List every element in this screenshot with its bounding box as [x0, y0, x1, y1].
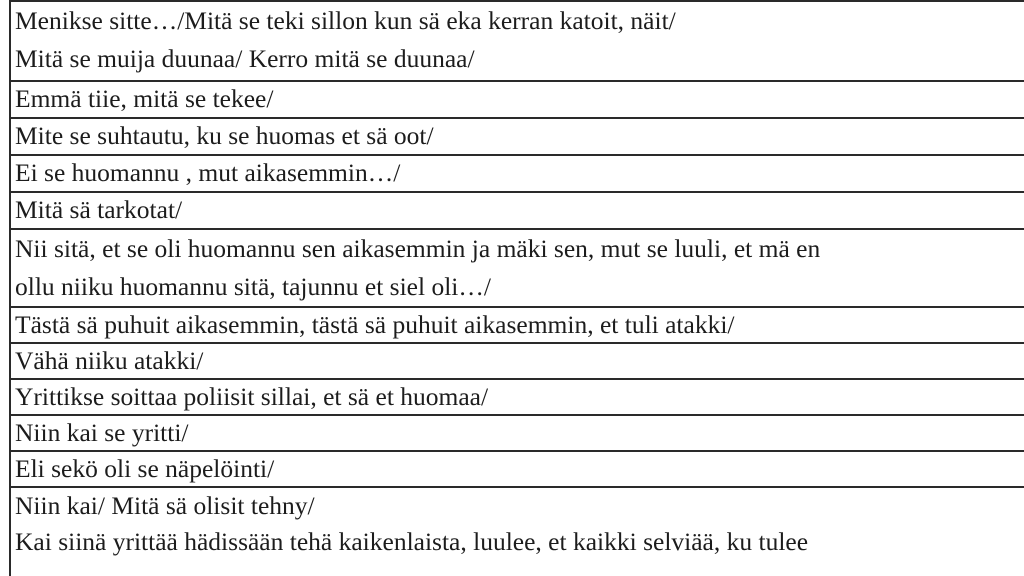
row-text-line: Eli sekö oli se näpelöinti/: [15, 454, 275, 483]
table-row: [11, 230, 1024, 308]
row-text-line: Nii sitä, et se oli huomannu sen aikasemmin ja mäki sen, mut se luuli, et mä en: [15, 234, 821, 263]
table-row: [11, 416, 1024, 452]
row-text-line: Mite se suhtautu, ku se huomas et sä oot/: [15, 121, 434, 150]
table-row: [11, 380, 1024, 416]
row-text-line: ollu niiku huomannu sitä, tajunnu et siel oli…/: [15, 272, 491, 301]
row-text-line: Kai siinä yrittää hädissään tehä kaikenlaista, luulee, et kaikki selviää, ku tulee: [15, 527, 809, 556]
table-row: [11, 156, 1024, 193]
table-row: [11, 82, 1024, 119]
table-row: [11, 344, 1024, 380]
row-text-line: Emmä tiie, mitä se tekee/: [15, 84, 274, 113]
row-text-line: Tästä sä puhuit aikasemmin, tästä sä puhuit aikasemmin, et tuli atakki/: [15, 310, 735, 339]
table-row: [11, 2, 1024, 82]
row-text-line: Niin kai se yritti/: [15, 418, 189, 447]
row-text-line: Mitä se muija duunaa/ Kerro mitä se duunaa/: [15, 44, 475, 73]
row-text-line: Niin kai/ Mitä sä olisit tehny/: [15, 491, 315, 520]
row-text-line: Mitä sä tarkotat/: [15, 195, 183, 224]
table-row: [11, 308, 1024, 344]
table-row: [11, 488, 1024, 576]
table-row: [11, 452, 1024, 488]
table-row: [11, 119, 1024, 156]
table-row: [11, 193, 1024, 230]
row-text-line: Menikse sitte…/Mitä se teki sillon kun sä eka kerran katoit, näit/: [15, 6, 676, 35]
row-text-line: Ei se huomannu , mut aikasemmin…/: [15, 158, 401, 187]
row-text-line: Vähä niiku atakki/: [15, 346, 204, 375]
row-text-line: Yrittikse soittaa poliisit sillai, et sä et huomaa/: [15, 382, 489, 411]
transcript-table: [9, 0, 1024, 576]
